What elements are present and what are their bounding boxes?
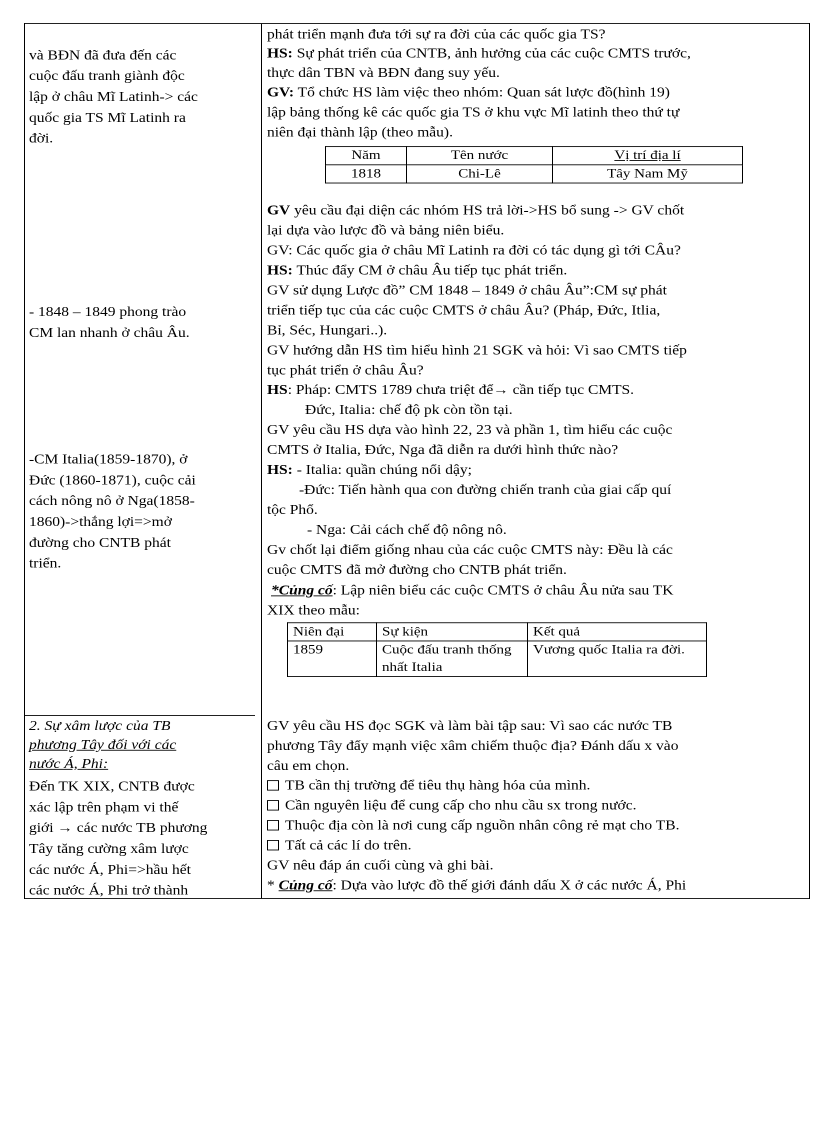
- right-text-line: tục phát triển ở châu Âu?: [267, 362, 424, 378]
- table-cell: 1859: [288, 641, 377, 677]
- section-title: 2. Sự xâm lược của TB: [29, 718, 171, 734]
- checkbox-icon[interactable]: [267, 840, 279, 850]
- checklist-label: Cần nguyên liệu để cung cấp cho nhu cầu sx trong nước.: [285, 798, 637, 814]
- table-header-cell: Kết quả: [528, 623, 707, 641]
- right-text-line: lại dựa vào lược đồ và bảng niên biểu.: [267, 223, 505, 239]
- right-text-line: GV yêu cầu đại diện các nhóm HS trả lời->HS bổ sung -> GV chốt: [267, 203, 685, 219]
- right-text-line: Gv chốt lại điểm giống nhau của các cuộc CMTS này: Đều là các: [267, 542, 673, 558]
- right-text-line: niên đại thành lập (theo mẫu).: [267, 125, 453, 141]
- checkbox-icon[interactable]: [267, 800, 279, 810]
- left-text-line: lập ở châu Mĩ Latinh-> các: [29, 89, 198, 105]
- left-text-line: Tây tăng cường xâm lược: [29, 841, 189, 857]
- left-text-line: đường cho CNTB phát: [29, 535, 171, 551]
- timeline-table: [287, 622, 707, 677]
- right-text-line: lập bảng thống kê các quốc gia TS ở khu vực Mĩ latinh theo thứ tự: [267, 105, 680, 121]
- table-header-cell: Niên đại: [288, 623, 377, 641]
- right-text-line: phát triển mạnh đưa tới sự ra đời của các quốc gia TS?: [267, 27, 606, 43]
- left-text-line: và BĐN đã đưa đến các: [29, 48, 177, 63]
- table-header-row: [288, 623, 707, 641]
- left-text-line: triển.: [29, 556, 62, 572]
- checklist-label: Thuộc địa còn là nơi cung cấp nguồn nhân công rẻ mạt cho TB.: [285, 818, 680, 834]
- column-divider: [261, 24, 262, 898]
- table-row: [326, 165, 743, 183]
- country-table: [325, 146, 743, 183]
- right-text-line: cuộc CMTS đã mở đường cho CNTB phát triển.: [267, 562, 567, 578]
- left-text-line: xác lập trên phạm vi thế: [29, 800, 179, 815]
- left-text-line: đời.: [29, 131, 54, 147]
- lesson-table: [24, 23, 810, 899]
- right-text-line: *Củng cố: Lập niên biểu các cuộc CMTS ở châu Âu nửa sau TK: [271, 583, 674, 599]
- right-text-line: GV yêu cầu HS đọc SGK và làm bài tập sau: Vì sao các nước TB: [267, 718, 673, 734]
- checklist-label: Tất cả các lí do trên.: [285, 838, 412, 854]
- left-text-line: các nước Á, Phi trở thành: [29, 883, 189, 899]
- checkbox-icon[interactable]: [267, 780, 279, 790]
- checklist-item[interactable]: [267, 817, 807, 834]
- left-text-line: Đến TK XIX, CNTB được: [29, 779, 195, 795]
- left-text-line: cuộc đấu tranh giành độc: [29, 68, 185, 84]
- right-text-line: GV sử dụng Lược đồ” CM 1848 – 1849 ở châu Âu”:CM sự phát: [267, 283, 667, 298]
- section-title: nước Á, Phi:: [29, 756, 109, 772]
- left-text-line: 1860)->thắng lợi=>mở: [29, 514, 172, 530]
- right-text-line: HS: Pháp: CMTS 1789 chưa triệt để→ cần tiếp tục CMTS.: [267, 382, 635, 398]
- checklist-item[interactable]: [267, 798, 807, 815]
- right-text-line: GV: Tổ chức HS làm việc theo nhóm: Quan sát lược đồ(hình 19): [267, 85, 670, 101]
- table-cell: Tây Nam Mỹ: [553, 165, 743, 183]
- right-text-line: -Đức: Tiến hành qua con đường chiến tranh của giai cấp quí: [299, 482, 672, 498]
- checkbox-icon[interactable]: [267, 820, 279, 830]
- left-text-line: giới → các nước TB phương: [29, 820, 208, 836]
- right-text-line: Bỉ, Séc, Hungari..).: [267, 323, 388, 338]
- right-text-line: GV hướng dẫn HS tìm hiểu hình 21 SGK và hỏi: Vì sao CMTS tiếp: [267, 343, 687, 358]
- right-text-line: HS: Thúc đẩy CM ở châu Âu tiếp tục phát triển.: [267, 263, 568, 278]
- left-text-line: quốc gia TS Mĩ Latinh ra: [29, 110, 186, 126]
- left-text-line: CM lan nhanh ở châu Âu.: [29, 325, 190, 341]
- right-text-line: GV yêu cầu HS dựa vào hình 22, 23 và phần 1, tìm hiểu các cuộc: [267, 422, 673, 438]
- table-header-cell: Sự kiện: [377, 623, 528, 641]
- table-header-cell: Tên nước: [407, 147, 553, 165]
- table-cell: Vương quốc Italia ra đời.: [528, 641, 707, 677]
- left-text-line: Đức (1860-1871), cuộc cải: [29, 473, 196, 488]
- right-text-line: câu em chọn.: [267, 758, 350, 774]
- right-text-line: thực dân TBN và BĐN đang suy yếu.: [267, 65, 500, 81]
- checklist-item[interactable]: [267, 837, 807, 854]
- right-text-line: * Củng cố: Dựa vào lược đồ thế giới đánh dấu X ở các nước Á, Phi: [267, 878, 687, 893]
- left-text-line: các nước Á, Phi=>hầu hết: [29, 862, 191, 878]
- left-text-line: - 1848 – 1849 phong trào: [29, 304, 187, 320]
- right-text-line: HS: - Italia: quần chúng nổi dậy;: [267, 462, 472, 478]
- right-text-line: GV: Các quốc gia ở châu Mĩ Latinh ra đời có tác dụng gì tới CÂu?: [267, 243, 681, 259]
- table-cell: Cuộc đấu tranh thống nhất Italia: [377, 641, 528, 677]
- checklist-item[interactable]: [267, 778, 807, 795]
- right-text-line: triển tiếp tục của các cuộc CMTS ở châu Âu? (Pháp, Đức, Itlia,: [267, 303, 661, 318]
- left-text-line: cách nông nô ở Nga(1858-: [29, 493, 195, 509]
- right-text-line: phương Tây đẩy mạnh việc xâm chiếm thuộc địa? Đánh dấu x vào: [267, 738, 679, 754]
- table-row: [288, 641, 707, 677]
- table-header-row: [326, 147, 743, 165]
- table-header-cell: Vị trí địa lí: [553, 147, 743, 165]
- right-text-line: XIX theo mẫu:: [267, 603, 360, 618]
- table-cell: Chi-Lê: [407, 165, 553, 183]
- right-text-line: tộc Phổ.: [267, 502, 318, 518]
- section-divider: [25, 715, 255, 716]
- right-text-line: - Nga: Cải cách chế độ nông nô.: [307, 522, 507, 538]
- right-text-line: CMTS ở Italia, Đức, Nga đã diễn ra dưới hình thức nào?: [267, 442, 619, 458]
- section-title: phương Tây đối với các: [29, 737, 177, 753]
- table-header-cell: Năm: [326, 147, 407, 165]
- left-text-line: -CM Italia(1859-1870), ở: [29, 452, 188, 468]
- right-text-line: HS: Sự phát triển của CNTB, ảnh hưởng của các cuộc CMTS trước,: [267, 46, 691, 62]
- right-text-line: GV nêu đáp án cuối cùng và ghi bài.: [267, 858, 494, 873]
- checklist-label: TB cần thị trường để tiêu thụ hàng hóa của mình.: [285, 778, 591, 794]
- right-text-line: Đức, Italia: chế độ pk còn tồn tại.: [305, 402, 513, 418]
- table-cell: 1818: [326, 165, 407, 183]
